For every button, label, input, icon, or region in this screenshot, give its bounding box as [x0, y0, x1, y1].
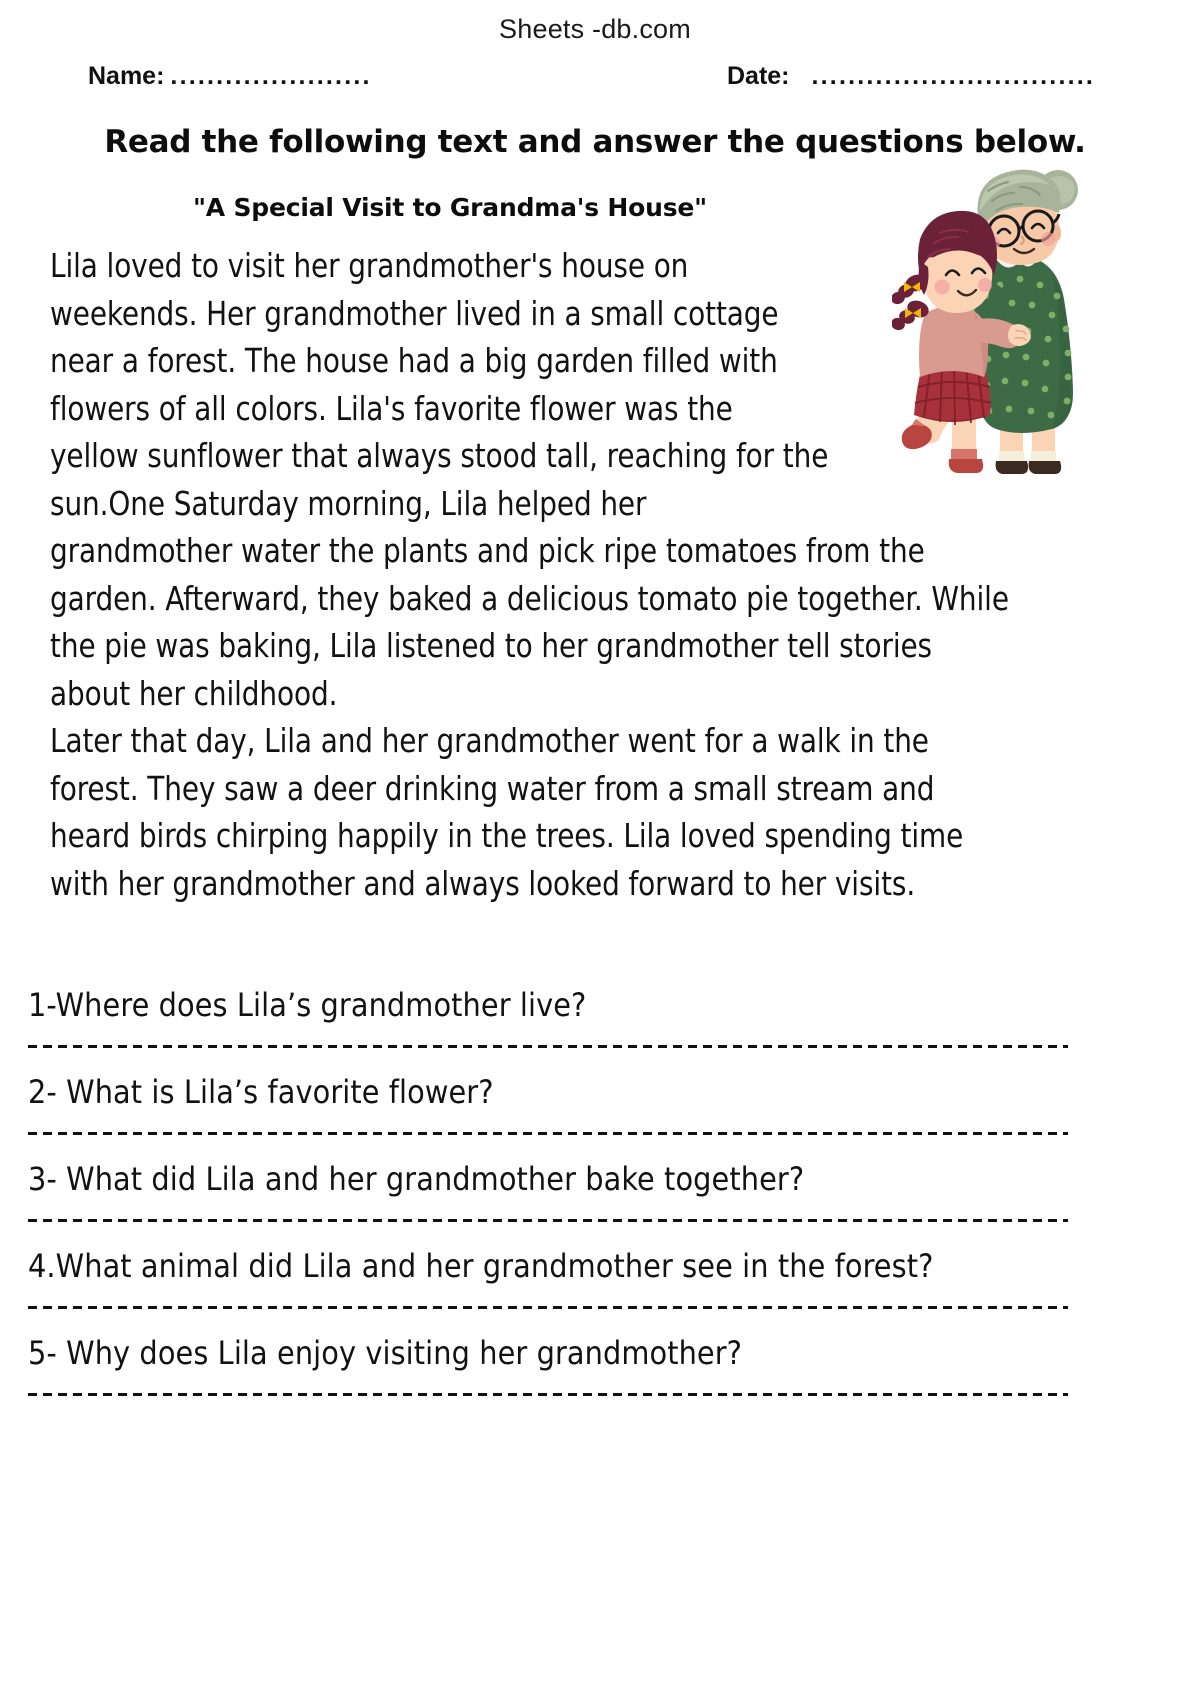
answer-line-2[interactable]	[28, 1132, 1068, 1135]
answer-line-3[interactable]	[28, 1219, 1068, 1222]
answer-line-4[interactable]	[28, 1306, 1068, 1309]
answer-line-1[interactable]	[28, 1045, 1068, 1048]
question-block-3	[28, 1139, 1168, 1222]
question-2-text: 2- What is Lila’s favorite flower?	[28, 1073, 494, 1111]
question-block-4	[28, 1226, 1168, 1309]
question-block-1	[28, 965, 1168, 1048]
story-title: "A Special Visit to Grandma's House"	[192, 193, 707, 222]
story-paragraph-1: Lila loved to visit her grandmother's house on weekends. Her grandmother lived in a small cottage near a forest. The house had a big garden filled with flowers of all colors. Lila's favorite flower was the yellow sunflower that always stood tall, reaching for the sun.One Saturday morning, Lila helped her grandmother water the plants and pick ripe tomatoes from the garden. Afterward, they baked a delicious tomato pie together. While the pie was baking, Lila listened to her grandmother tell stories about her childhood.	[50, 246, 1009, 713]
question-block-2	[28, 1052, 1168, 1135]
question-1-text: 1-Where does Lila’s grandmother live?	[28, 986, 587, 1024]
date-field[interactable]	[727, 62, 1095, 91]
story-body	[50, 242, 1014, 907]
date-dotted-line[interactable]: ...............................	[811, 62, 1096, 90]
site-name: Sheets -db.com	[499, 14, 691, 44]
instruction-heading: Read the following text and answer the questions below.	[104, 124, 1086, 160]
answer-line-5[interactable]	[28, 1393, 1068, 1396]
questions-section	[28, 965, 1168, 1400]
name-dotted-line[interactable]: ......................	[170, 62, 372, 90]
story-paragraph-2: Later that day, Lila and her grandmother went for a walk in the forest. They saw a deer drinking water from a small stream and heard birds chirping happily in the trees. Lila loved spending time with her grandmother and always looked forward to her visits.	[50, 721, 964, 903]
question-5-text: 5- Why does Lila enjoy visiting her grandmother?	[28, 1334, 743, 1372]
date-label: Date:	[727, 62, 790, 90]
question-3-text: 3- What did Lila and her grandmother bake together?	[28, 1160, 805, 1198]
student-meta-row	[0, 62, 1190, 102]
illustration-text-wrap-spacer	[829, 242, 1013, 492]
question-block-5	[28, 1313, 1168, 1396]
name-field[interactable]	[88, 62, 372, 91]
name-label: Name:	[88, 62, 165, 90]
question-4-text: 4.What animal did Lila and her grandmother see in the forest?	[28, 1247, 934, 1285]
